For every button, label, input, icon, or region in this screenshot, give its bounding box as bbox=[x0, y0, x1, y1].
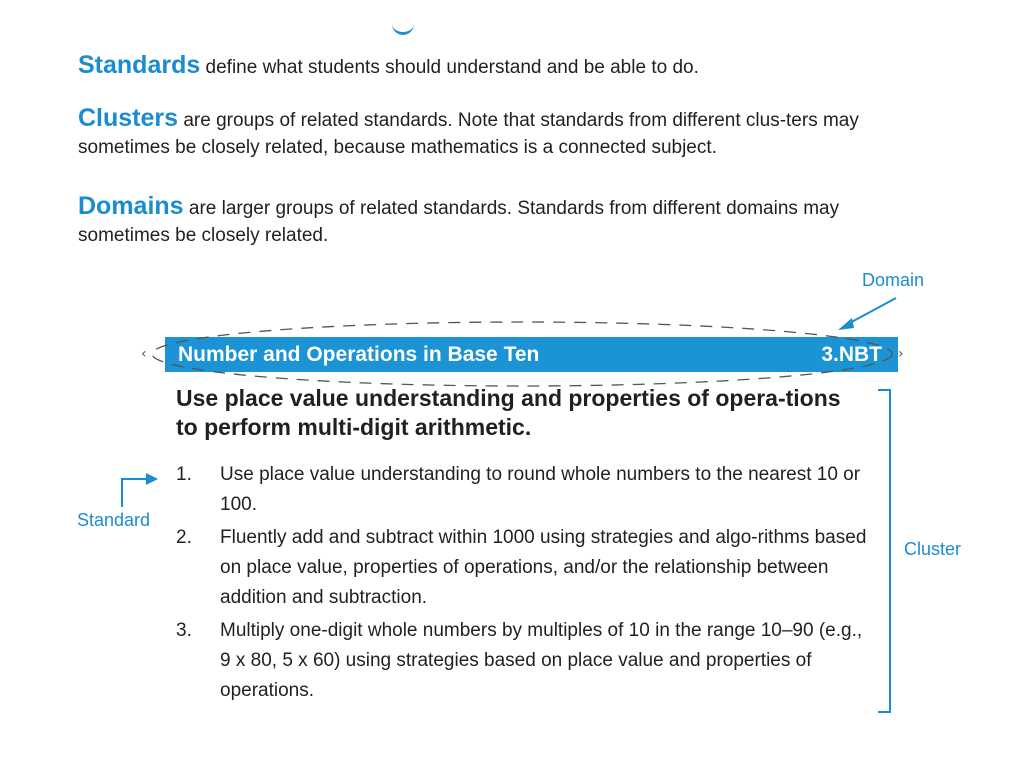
domain-title: Number and Operations in Base Ten bbox=[178, 343, 540, 366]
standard-text: Use place value understanding to round whole numbers to the nearest 10 or 100. bbox=[220, 464, 861, 515]
decorative-arc bbox=[392, 24, 414, 35]
list-item bbox=[176, 616, 876, 706]
definition-clusters bbox=[78, 105, 928, 161]
list-item bbox=[176, 523, 876, 613]
cluster-bracket bbox=[878, 390, 890, 712]
standards-list bbox=[176, 460, 876, 709]
term-standards: Standards bbox=[78, 51, 201, 79]
standard-number: 3. bbox=[176, 620, 192, 641]
standard-bracket-line bbox=[122, 479, 146, 507]
chevron-right-icon: › bbox=[898, 346, 904, 362]
callout-cluster-label: Cluster bbox=[904, 539, 962, 559]
definition-clusters-text: are groups of related standards. Note that standards from different clus-ters may sometimes be closely related, because mathematics is a connected subject. bbox=[78, 110, 859, 158]
chevron-left-icon: ‹ bbox=[141, 346, 147, 362]
term-clusters: Clusters bbox=[78, 104, 179, 132]
standard-text: Multiply one-digit whole numbers by multiples of 10 in the range 10–90 (e.g., 9 x 80, 5 x 60) using strategies based on place value and properties of operations. bbox=[220, 620, 863, 701]
definition-standards bbox=[78, 52, 938, 81]
standard-number: 1. bbox=[176, 464, 192, 485]
term-domains: Domains bbox=[78, 192, 184, 220]
domain-arrow-head bbox=[838, 318, 854, 330]
standard-number: 2. bbox=[176, 527, 192, 548]
domain-code: 3.NBT bbox=[821, 343, 882, 366]
domain-arrow-line bbox=[846, 298, 896, 325]
definition-standards-text: define what students should understand and be able to do. bbox=[200, 57, 699, 78]
standard-arrow-head bbox=[146, 473, 158, 485]
cluster-heading: Use place value understanding and properties of opera-tions to perform multi-digit arithmetic. bbox=[176, 385, 841, 440]
callout-domain-label: Domain bbox=[862, 270, 925, 290]
definition-domains bbox=[78, 193, 928, 249]
list-item bbox=[176, 460, 876, 520]
standard-text: Fluently add and subtract within 1000 using strategies and algo-rithms based on place value, properties of operations, and/or the relationship between addition and subtraction. bbox=[220, 527, 867, 608]
callout-standard-label: Standard bbox=[77, 510, 151, 530]
definition-domains-text: are larger groups of related standards. Standards from different domains may sometimes be closely related. bbox=[78, 198, 840, 246]
domain-banner bbox=[165, 337, 898, 372]
